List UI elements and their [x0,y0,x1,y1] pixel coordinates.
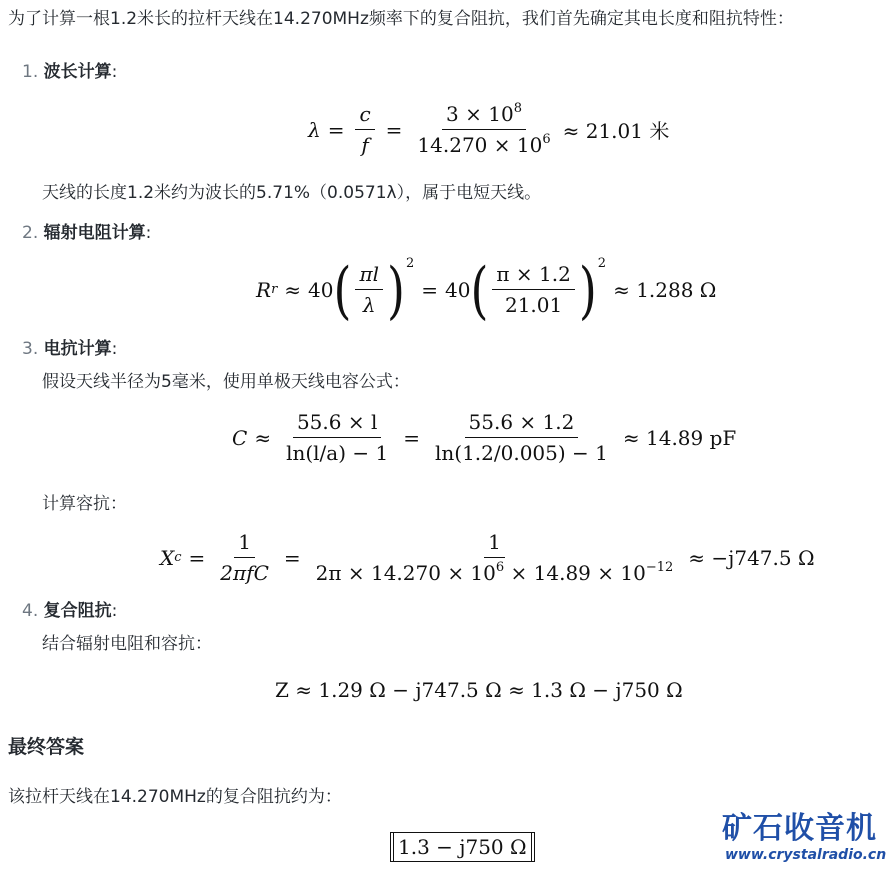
list-number: 1. [22,62,39,82]
assumption-text: 假设天线半径为5毫米，使用单极天线电容公式： [42,372,410,392]
wavelength-formula: λ = $\frac{c}{f}$ = $\frac{3 \times 10^8}{14.270 \times 10^6}$ ≈ 21.01 米 [308,101,670,157]
final-answer-text: 该拉杆天线在14.270MHz的复合阻抗约为： [8,787,342,807]
section-title: 电抗计算 [43,339,112,359]
electrical-length-note: 天线的长度1.2米约为波长的5.71%（0.0571λ），属于电短天线。 [42,183,542,203]
crystalradio-logo [722,812,887,864]
final-answer-heading: 最终答案 [8,736,85,758]
logo-url-text: www.crystalradio.cn [725,847,887,863]
section-title: 波长计算 [43,62,112,82]
logo-chinese-text: 矿石收音机 [722,811,877,846]
reactance-label: 计算容抗： [42,494,127,514]
section-4-heading: 4. 复合阻抗: [22,601,118,621]
intro-text: 为了计算一根1.2米长的拉杆天线在14.270MHz频率下的复合阻抗，我们首先确定其电长度和阻抗特性： [8,9,794,29]
section-2-heading: 2. 辐射电阻计算: [22,223,152,243]
section-1-heading: 1. 波长计算: [22,62,118,82]
reactance-formula: X c = $\frac{1}{\text{2πfC}}$ = $\frac{1}{2\pi \times 14.270 \times 10^6 \times 14.89 \times 10^{-12}}$ ≈ −j747.5 Ω [160,530,815,585]
section-3-heading: 3. 电抗计算: [22,339,118,359]
capacitance-formula: C ≈ $\frac{55.6 \times l}{\ln(l/a) - 1}$ = $\frac{55.6 \times 1.2}{\ln(1.2/0.005) - 1}$ ≈ 14.89 pF [232,410,737,465]
impedance-formula: Z ≈ 1.29 Ω − j747.5 Ω ≈ 1.3 Ω − j750 Ω [275,678,683,702]
combine-text: 结合辐射电阻和容抗： [42,634,212,654]
radiation-resistance-formula: R r ≈ 40 ( $\frac{\pi l}{\lambda}$ ) 2 = 40 ( $\frac{\pi \times 1.2}{21.01}$ ) 2 ≈ 1.288 Ω [256,253,717,326]
final-answer-box: 1.3 − j750 Ω [390,832,535,862]
section-title: 辐射电阻计算 [43,223,146,243]
section-title: 复合阻抗 [43,601,112,621]
